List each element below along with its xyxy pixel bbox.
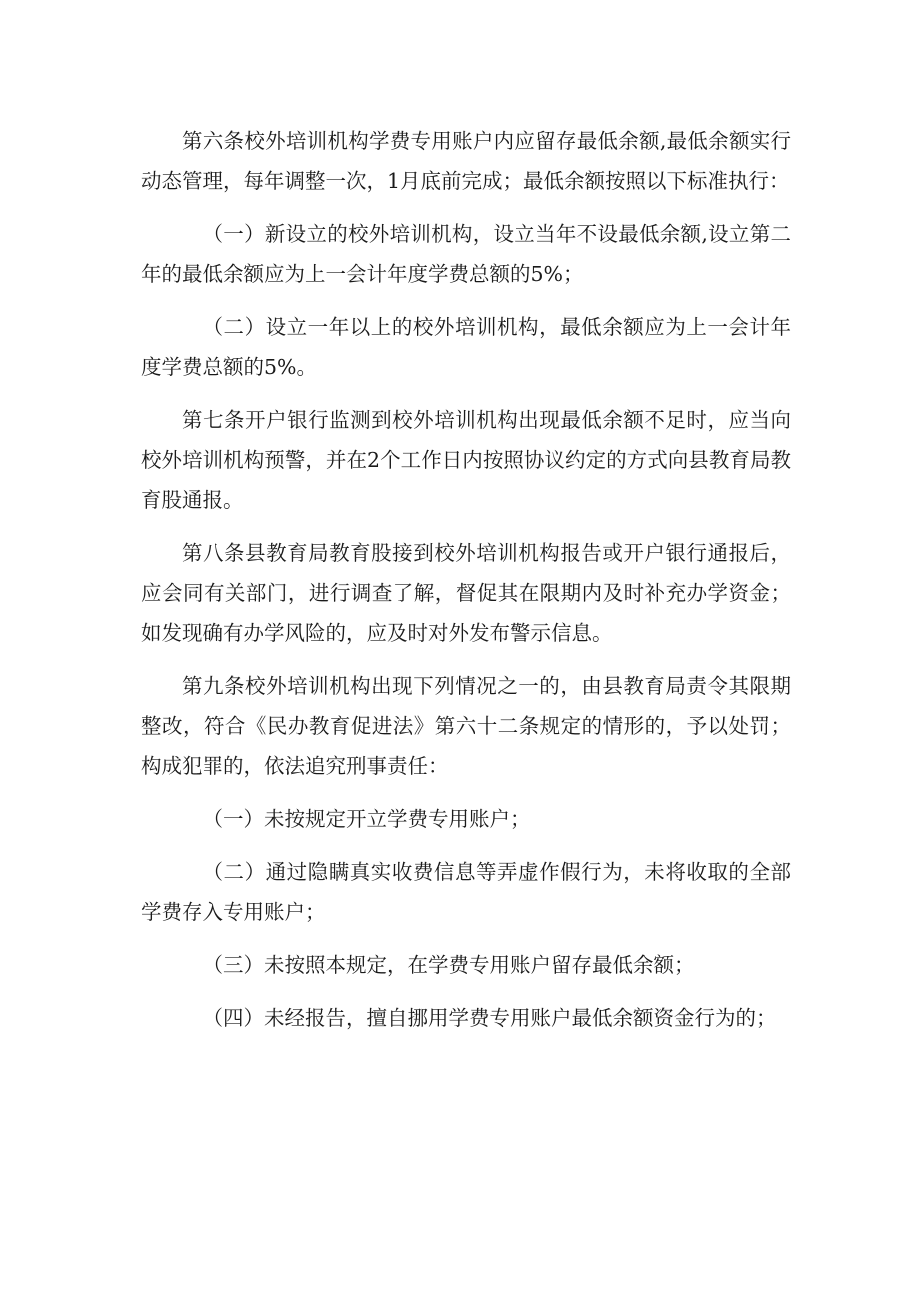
article-8-paragraph: 第八条县教育局教育股接到校外培训机构报告或开户银行通报后，应会同有关部门，进行调查了解，督促其在限期内及时补充办学资金；如发现确有办学风险的，应及时对外发布警示信息。 [141, 541, 791, 645]
article-9-item-1: （一）未按规定开立学费专用账户； [202, 807, 531, 831]
article-9-paragraph: 第九条校外培训机构出现下列情况之一的，由县教育局责令其限期整改，符合《民办教育促进法》第六十二条规定的情形的，予以处罚；构成犯罪的，依法追究刑事责任： [141, 674, 791, 778]
article-9-item-2: （二）通过隐瞒真实收费信息等弄虚作假行为，未将收取的全部学费存入专用账户； [141, 860, 791, 924]
article-6-paragraph: 第六条校外培训机构学费专用账户内应留存最低余额,最低余额实行动态管理，每年调整一次，1月底前完成；最低余额按照以下标准执行： [141, 129, 791, 193]
article-7-paragraph: 第七条开户银行监测到校外培训机构出现最低余额不足时，应当向校外培训机构预警，并在2个工作日内按照协议约定的方式向县教育局教育股通报。 [141, 408, 791, 512]
article-6-item-1: （一）新设立的校外培训机构，设立当年不设最低余额,设立第二年的最低余额应为上一会计年度学费总额的5%； [141, 222, 791, 286]
article-9-item-3: （三）未按照本规定，在学费专用账户留存最低余额； [202, 953, 695, 977]
article-9-item-4: （四）未经报告，擅自挪用学费专用账户最低余额资金行为的； [202, 1006, 777, 1030]
document-body [141, 121, 791, 1051]
article-6-item-2: （二）设立一年以上的校外培训机构，最低余额应为上一会计年度学费总额的5%。 [141, 315, 791, 379]
